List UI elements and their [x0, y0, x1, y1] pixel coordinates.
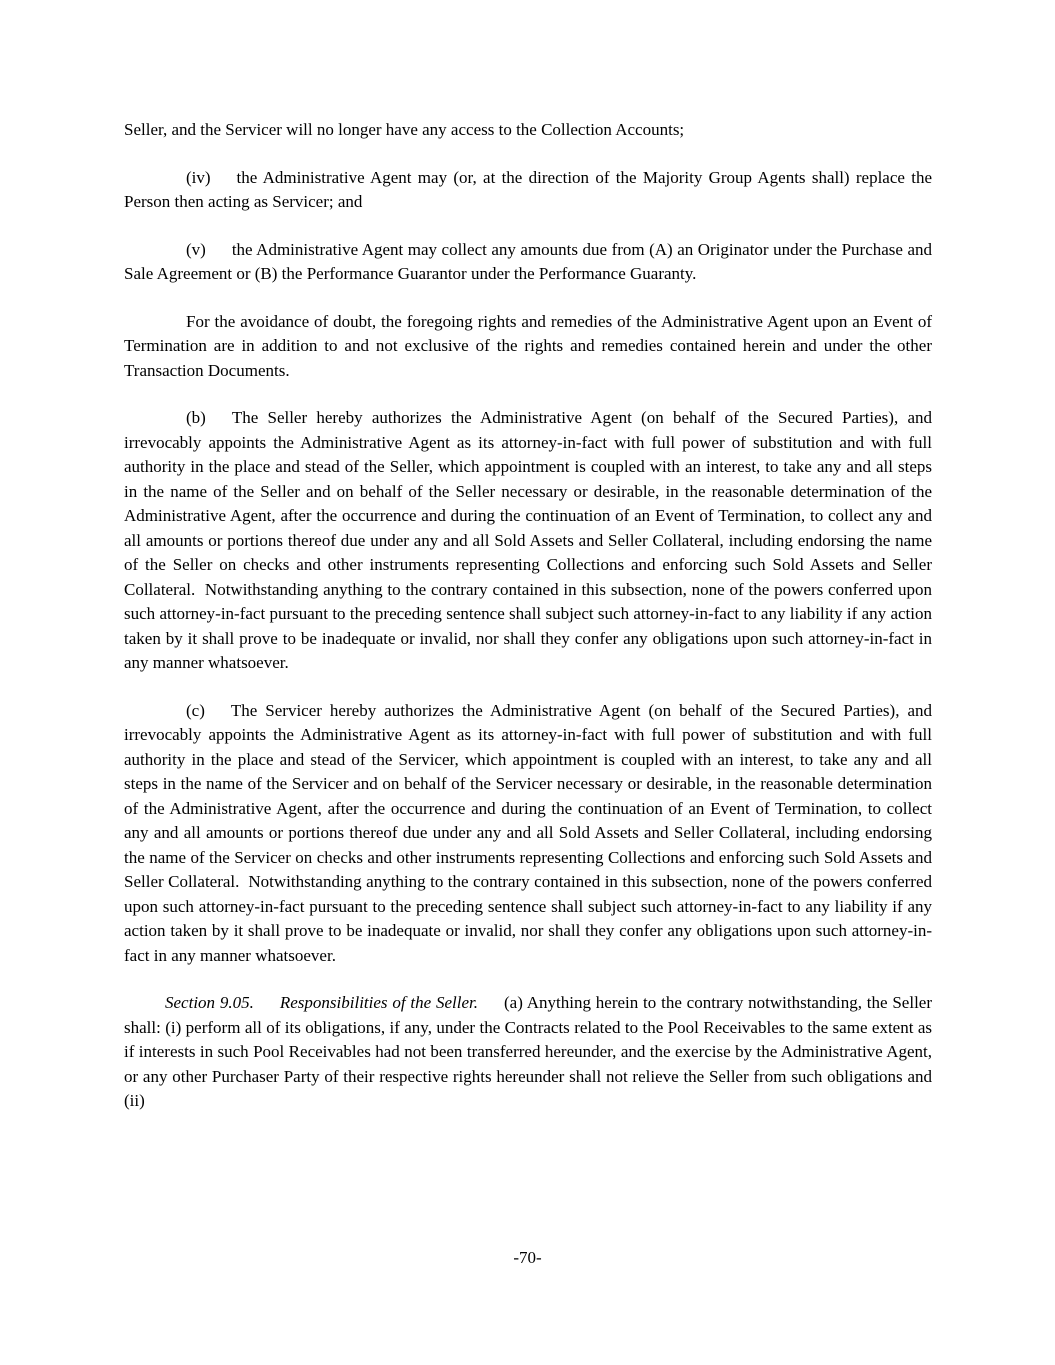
paragraph — [124, 238, 932, 287]
paragraph — [124, 166, 932, 215]
text-run: (c) — [186, 700, 205, 720]
text-run: (b) — [186, 408, 206, 427]
text-run: the Administrative Agent may collect any amounts due from (A) an Originator under the Purchase and Sale Agreement or (B) the Performance Guarantor under the Performance Guaranty. — [124, 239, 932, 283]
text-run: (v) — [186, 239, 206, 259]
text-run: (iv) — [186, 167, 211, 187]
text-run: The Seller hereby authorizes the Administrative Agent (on behalf of the Secured Parties), and irrevocably appoints the Administrative Agent as its attorney-in-fact with full power of substitution and with full authority in the place and stead of the Seller, which appointment is coupled with an interest, to take any and all steps in the name of the Seller and on behalf of the Seller necessary or desirable, in the reasonable determination of the Administrative Agent, after the occurrence and during the continuation of an Event of Termination, to collect any and all amounts or portions thereof due under any and all Sold Assets and Seller Collateral, including endorsing the name of the Seller on checks and other instruments representing Collections and enforcing such Sold Assets and Seller Collateral. Notwithstanding anything to the contrary contained in this subsection, none of the powers conferred upon such attorney-in-fact pursuant to the preceding sentence shall subject such attorney-in-fact to any liability if any action taken by it shall prove to be inadequate or invalid, nor shall they confer any obligations upon such attorney-in-fact in any manner whatsoever. — [124, 408, 932, 672]
document-page — [124, 118, 932, 1137]
text-run: Section 9.05. — [165, 993, 254, 1012]
paragraph — [124, 310, 932, 384]
text-run: Seller, and the Servicer will no longer have any access to the Collection Accounts; — [124, 120, 685, 139]
paragraph — [124, 118, 932, 143]
text-run: the Administrative Agent may (or, at the direction of the Majority Group Agents shall) replace the Person then acting as Servicer; and — [124, 167, 932, 211]
text-run: For the avoidance of doubt, the foregoing rights and remedies of the Administrative Agent upon an Event of Termination are in addition to and not exclusive of the rights and remedies contained herein and under the other Transaction Documents. — [124, 311, 932, 380]
paragraph — [124, 406, 932, 676]
text-run: The Servicer hereby authorizes the Administrative Agent (on behalf of the Secured Parties), and irrevocably appoints the Administrative Agent as its attorney-in-fact with full power of substitution and with full authority in the place and stead of the Servicer, which appointment is coupled with an interest, to take any and all steps in the name of the Servicer and on behalf of the Servicer necessary or desirable, in the reasonable determination of the Administrative Agent, after the occurrence and during the continuation of an Event of Termination, to collect any and all amounts or portions thereof due under any and all Sold Assets and Seller Collateral, including endorsing the name of the Servicer on checks and other instruments representing Collections and enforcing such Sold Assets and Seller Collateral. Notwithstanding anything to the contrary contained in this subsection, none of the powers conferred upon such attorney-in-fact pursuant to the preceding sentence shall subject such attorney-in-fact to any liability if any action taken by it shall prove to be inadequate or invalid, nor shall they confer any obligations upon such attorney-in-fact in any manner whatsoever. — [124, 700, 932, 965]
page-number: -70- — [513, 1248, 542, 1267]
text-run: (a) Anything herein to the contrary notwithstanding, the Seller shall: (i) perform all of its obligations, if any, under the Contracts related to the Pool Receivables to the same extent as if interests in such Pool Receivables had not been transferred hereunder, and the exercise by the Administrative Agent, or any other Purchaser Party of their respective rights hereunder shall not relieve the Seller from such obligations and (ii) — [124, 993, 932, 1110]
paragraph — [124, 699, 932, 969]
text-run: Responsibilities of the Seller. — [279, 993, 478, 1012]
document-body — [124, 118, 932, 1114]
paragraph — [124, 991, 932, 1114]
